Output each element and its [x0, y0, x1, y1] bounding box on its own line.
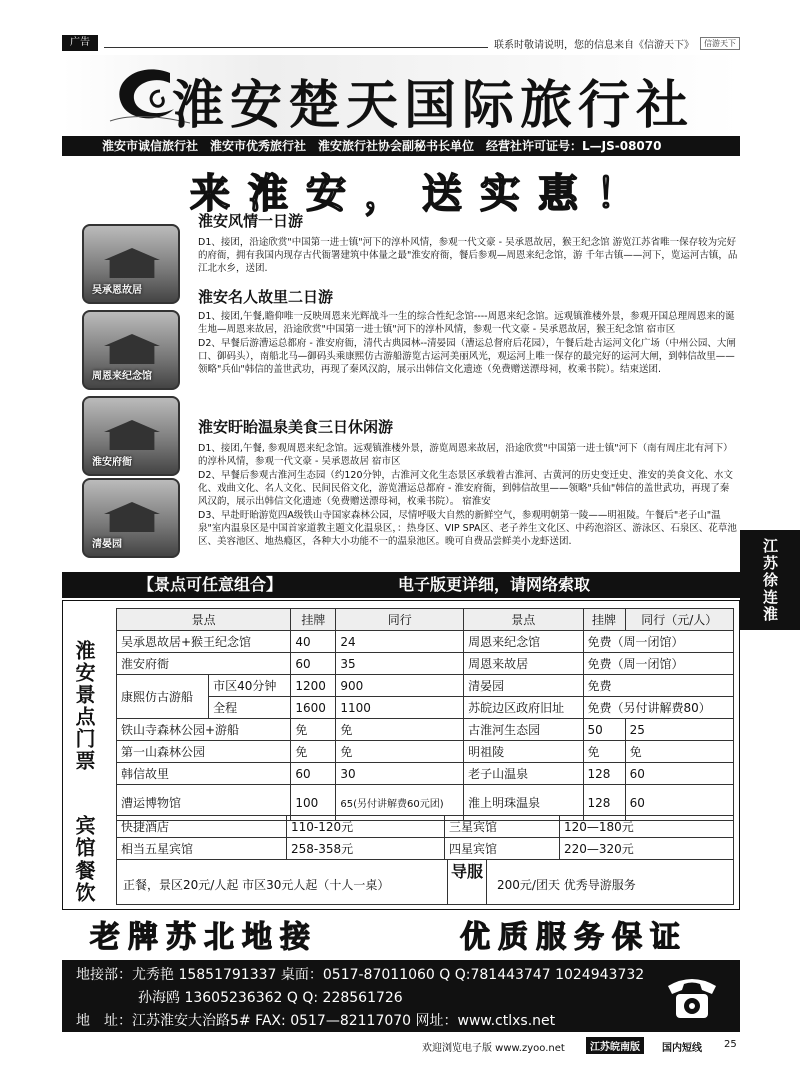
building-shape — [104, 420, 160, 450]
hotel-type-cell: 快捷酒店 — [117, 816, 287, 838]
hotel-type-cell: 相当五星宾馆 — [117, 838, 287, 860]
ad-tag: 广告 — [62, 35, 98, 51]
table-row — [117, 675, 734, 697]
listed-price-cell: 40 — [291, 631, 336, 653]
ticket-price-table — [116, 608, 734, 821]
tour-title-two-day: 淮安名人故里二日游 — [198, 288, 334, 306]
itinerary-line: D1、接团,午餐,瞻仰唯一反映周恩来光辉战斗一生的综合性纪念馆----周恩来纪念馆。远观镇淮楼外景，参观开国总理周恩来的诞生地—周恩来故居，沿途欣赏"中国第一进士镇"河下的淳朴风情，参观一代文豪 - 吴承恩故居，猴王纪念馆 宿市区 — [198, 311, 735, 335]
itinerary-line: D1、接团，沿途欣赏"中国第一进士镇"河下的淳朴风情，参观一代文豪 - 吴承恩故居，猴王纪念馆 游览江苏省唯一保存较为完好的府衙，拥有我国内现存古代衙署建筑中体量之最"淮安府衙，餐后参观—周恩来纪念馆，游 千年古镇——河下，览运河古镇，品江北水乡，送团. — [198, 237, 738, 274]
publication-logo: 信游天下 — [700, 37, 740, 50]
itinerary-line: D2、早餐后游漕运总都府 - 淮安府衙，清代古典园林--清晏园（漕运总督府后花园），午餐后赴古运河文化广场（中州公园、大闸口、御码头），南船北马—御码头乘康熙仿古游船游览古运河美丽风光，观运河上唯一保存的最完好的运河大闸，到韩信故里——领略"兵仙"韩信的盖世武功，再现了秦风汉韵，展示出韩信文化遗迹（免费赠送漂母祠，枚乘书院）。结束送团. — [198, 338, 736, 375]
table-header-row — [117, 609, 734, 631]
trade-price-cell: 65(另付讲解费60元团) — [336, 785, 464, 821]
contact-box — [62, 960, 740, 1032]
combo-note: 【景点可任意组合】 — [138, 575, 283, 594]
listed-price-cell: 免费（另付讲解费80） — [583, 697, 733, 719]
hotel-label: 宾馆 — [72, 815, 96, 859]
itinerary-line: D1、接团,午餐, 参观周恩来纪念馆。远观镇淮楼外景，游览周恩来故居，沿途欣赏"中国第一进士镇"河下（南有周庄北有河下）的淳朴风情，参观一代文豪 - 吴承恩故居 宿市区 — [198, 443, 733, 467]
contact-row-1: 地接部：尤秀艳 15851791337 桌面：0517-87011060 Q Q:781443747 1024943732 — [76, 967, 645, 983]
contact-row-3: 地 址：江苏淮安大治路5# FAX: 0517—82117070 网址：www.ctlxs.net — [76, 1013, 556, 1029]
table-row — [117, 763, 734, 785]
trade-price-cell: 免 — [336, 741, 464, 763]
listed-price-cell: 免 — [291, 741, 336, 763]
category-label: 国内短线 — [662, 1043, 702, 1054]
table-row — [117, 838, 734, 860]
column-header: 同行 — [336, 609, 464, 631]
credentials-bar: 淮安市诚信旅行社 淮安市优秀旅行社 淮安旅行社协会副秘书长单位 经营社许可证号：L—JS-08070 — [62, 136, 740, 156]
hotel-price-cell: 110-120元 — [287, 816, 445, 838]
telephone-icon — [662, 968, 722, 1024]
listed-price-cell: 免费 — [583, 675, 733, 697]
listed-price-cell: 免 — [291, 719, 336, 741]
attraction-cell: 漕运博物馆 — [117, 785, 291, 821]
photo-caption: 淮安府衙 — [92, 457, 132, 468]
attraction-cell: 老子山温泉 — [464, 763, 583, 785]
option-cell: 市区40分钟 — [209, 675, 291, 697]
top-bar — [62, 33, 740, 53]
guide-price: 200元/团天 优秀导游服务 — [497, 878, 636, 892]
photo-caption: 周恩来纪念馆 — [92, 371, 152, 382]
photo-zhou-enlai-memorial — [82, 310, 180, 390]
tour-itinerary-two-day — [198, 310, 738, 377]
attraction-cell: 周恩来故居 — [464, 653, 583, 675]
page-number: 25 — [724, 1039, 737, 1050]
listed-price-cell: 128 — [583, 763, 625, 785]
trade-price-cell: 免 — [336, 719, 464, 741]
building-shape — [104, 248, 160, 278]
attraction-cell: 淮安府衙 — [117, 653, 291, 675]
listed-price-cell: 免 — [583, 741, 625, 763]
trade-price-cell: 60 — [625, 785, 733, 821]
trade-price-cell: 1100 — [336, 697, 464, 719]
top-divider — [104, 38, 488, 48]
tour-title-three-day: 淮安盱眙温泉美食三日休闲游 — [198, 418, 394, 436]
meal-and-guide — [116, 859, 734, 905]
attraction-cell: 周恩来纪念馆 — [464, 631, 583, 653]
table-row — [117, 719, 734, 741]
meal-label: 餐饮 — [72, 860, 96, 904]
table-row — [117, 631, 734, 653]
meal-price: 正餐，景区20元/人起 市区30元人起（十人一桌） — [123, 878, 390, 892]
listed-price-cell: 免费（周一闭馆） — [583, 631, 733, 653]
hotel-type-cell: 四星宾馆 — [445, 838, 560, 860]
attraction-cell: 苏皖边区政府旧址 — [464, 697, 583, 719]
header-banner — [62, 55, 740, 135]
edition-badge: 江苏皖南版 — [586, 1037, 644, 1054]
hotel-price-cell: 258-358元 — [287, 838, 445, 860]
tour-title-one-day: 淮安风情一日游 — [198, 212, 304, 230]
main-slogan: 来淮安，送实惠！ — [190, 170, 654, 217]
trade-price-cell: 24 — [336, 631, 464, 653]
trade-price-cell: 35 — [336, 653, 464, 675]
attraction-cell: 铁山寺森林公园+游船 — [117, 719, 291, 741]
listed-price-cell: 免费（周一闭馆） — [583, 653, 733, 675]
agency-name: 淮安楚天国际旅行社 — [172, 75, 695, 136]
tour-itinerary-one-day — [198, 236, 738, 276]
region-tab: 江苏徐连淮 — [740, 530, 800, 630]
combo-divider — [62, 572, 740, 598]
slogan-quality-service: 优质服务保证 — [460, 920, 688, 955]
attraction-cell: 明祖陵 — [464, 741, 583, 763]
listed-price-cell: 1600 — [291, 697, 336, 719]
table-row — [117, 697, 734, 719]
photo-huaian-yamen — [82, 396, 180, 476]
listed-price-cell: 60 — [291, 653, 336, 675]
attraction-cell: 康熙仿古游船 — [117, 675, 209, 719]
guide-label: 导服 — [447, 860, 487, 904]
contact-note: 联系时敬请说明，您的信息来自《信游天下》 — [494, 39, 694, 51]
column-header: 同行（元/人） — [625, 609, 733, 631]
column-header: 景点 — [464, 609, 583, 631]
hotel-price-cell: 220—320元 — [560, 838, 734, 860]
trade-price-cell: 25 — [625, 719, 733, 741]
digital-version-note: 电子版更详细，请网络索取 — [398, 575, 591, 594]
building-shape — [104, 502, 160, 532]
listed-price-cell: 50 — [583, 719, 625, 741]
attraction-cell: 韩信故里 — [117, 763, 291, 785]
attraction-cell: 古淮河生态园 — [464, 719, 583, 741]
trade-price-cell: 60 — [625, 763, 733, 785]
table-row — [117, 741, 734, 763]
photo-qingyan-garden — [82, 478, 180, 558]
attraction-cell: 清晏园 — [464, 675, 583, 697]
slogan-local-operator: 老牌苏北地接 — [90, 920, 318, 955]
itinerary-line: D3、早赴盱眙游览四A级铁山寺国家森林公园，尽情呼吸大自然的新鲜空气，参观明朝第一陵——明祖陵。午餐后"老子山"温泉"室内温泉区是中国首家道教主题文化温泉区，：热身区、VIP SPA区、老子养生文化区、中药泡浴区、游泳区、石泉区、花草池区、美容池区、地热瘾区，各种大小功能不一的温泉池区。晚可自费品尝鲜美小龙虾送团. — [198, 510, 737, 547]
option-cell: 全程 — [209, 697, 291, 719]
listed-price-cell: 1200 — [291, 675, 336, 697]
trade-price-cell: 免 — [625, 741, 733, 763]
table-row — [117, 816, 734, 838]
column-header: 景点 — [117, 609, 291, 631]
tickets-label: 淮安景点门票 — [72, 640, 96, 772]
tour-itinerary-three-day — [198, 442, 738, 549]
hotel-price-cell: 120—180元 — [560, 816, 734, 838]
itinerary-line: D2、早餐后参观古淮河生态园（约120分钟，古淮河文化生态景区承载着古淮河、古黄河的历史变迁史、淮安的美食文化、水文化、戏曲文化、名人文化、民间民俗文化，游览漕运总都府 - 淮安府衙，到韩信故里——领略"兵仙"韩信的盖世武功，再现了秦风汉韵，展示出韩信文化遗迹（免费赠送漂母祠，枚乘书院）。 宿淮安 — [198, 470, 733, 507]
hotel-type-cell: 三星宾馆 — [445, 816, 560, 838]
trade-price-cell: 900 — [336, 675, 464, 697]
column-header: 挂牌 — [291, 609, 336, 631]
photo-wu-chengen-residence — [82, 224, 180, 304]
trade-price-cell: 30 — [336, 763, 464, 785]
listed-price-cell: 60 — [291, 763, 336, 785]
attraction-cell: 淮上明珠温泉 — [464, 785, 583, 821]
building-shape — [104, 334, 160, 364]
contact-row-2: 孙海鸥 13605236362 Q Q: 228561726 — [138, 990, 403, 1006]
listed-price-cell: 100 — [291, 785, 336, 821]
photo-caption: 吴承恩故居 — [92, 285, 142, 296]
browse-note: 欢迎浏览电子版 www.zyoo.net — [422, 1043, 565, 1054]
attraction-cell: 第一山森林公园 — [117, 741, 291, 763]
table-row — [117, 653, 734, 675]
hotel-price-table — [116, 815, 734, 860]
attraction-cell: 吴承恩故居+猴王纪念馆 — [117, 631, 291, 653]
column-header: 挂牌 — [583, 609, 625, 631]
page-footer — [62, 1036, 740, 1054]
photo-caption: 清晏园 — [92, 539, 122, 550]
listed-price-cell: 128 — [583, 785, 625, 821]
